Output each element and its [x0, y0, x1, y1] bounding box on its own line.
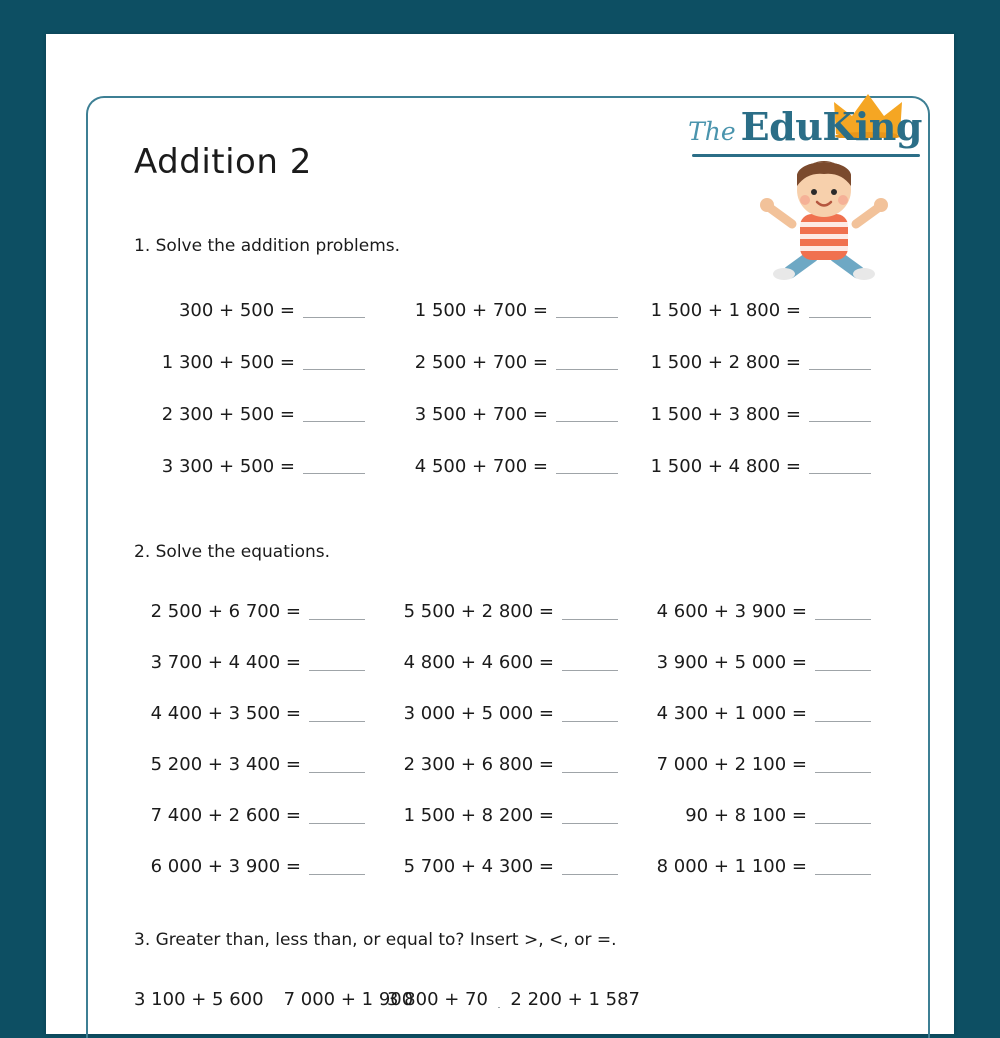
answer-blank[interactable] — [309, 757, 365, 773]
table-row — [134, 388, 894, 440]
problem-cell: 90 + 8 100 = — [640, 790, 893, 841]
answer-blank[interactable] — [303, 406, 365, 422]
answer-blank[interactable] — [562, 859, 618, 875]
answer-blank[interactable] — [815, 859, 871, 875]
problem-cell: 6 000 + 3 900 = — [134, 841, 387, 892]
answer-blank[interactable] — [809, 354, 871, 370]
section-2-instruction: 2. Solve the equations. — [134, 542, 331, 562]
problem-cell: 3 700 + 4 400 = — [134, 637, 387, 688]
answer-blank[interactable] — [809, 458, 871, 474]
problem-cell: 5 700 + 4 300 = — [387, 841, 640, 892]
table-row — [134, 739, 894, 790]
problem-cell: 5 500 + 2 800 = — [387, 586, 640, 637]
answer-blank[interactable] — [562, 604, 618, 620]
problem-cell: 2 500 + 6 700 = — [134, 586, 387, 637]
answer-blank[interactable] — [809, 406, 871, 422]
table-row — [134, 841, 894, 892]
brand-the: The — [688, 117, 736, 146]
boy-mascot-icon — [754, 160, 894, 284]
problem-cell: 1 500 + 8 200 = — [387, 790, 640, 841]
brand-wordmark — [688, 104, 922, 149]
problem-cell: 7 400 + 2 600 = — [134, 790, 387, 841]
brand-underline — [692, 154, 920, 157]
problem-cell: 4 300 + 1 000 = — [640, 688, 893, 739]
problem-cell: 3 300 + 500 = — [134, 440, 387, 492]
problem-cell: 2 500 + 700 = — [387, 336, 640, 388]
problem-cell: 2 300 + 500 = — [134, 388, 387, 440]
section-1-instruction: 1. Solve the addition problems. — [134, 236, 401, 256]
problem-cell: 4 800 + 4 600 = — [387, 637, 640, 688]
answer-blank[interactable] — [303, 458, 365, 474]
table-row — [134, 284, 894, 336]
answer-blank[interactable] — [556, 458, 618, 474]
answer-blank[interactable] — [815, 757, 871, 773]
brand-logo — [662, 82, 922, 292]
table-row — [134, 688, 894, 739]
answer-blank[interactable] — [562, 706, 618, 722]
problem-cell: 1 500 + 3 800 = — [640, 388, 893, 440]
problem-cell: 2 300 + 6 800 = — [387, 739, 640, 790]
answer-blank[interactable] — [815, 655, 871, 671]
answer-blank[interactable] — [309, 859, 365, 875]
comparison-cell: 3 800 + 70 2 200 + 1 587 — [387, 989, 640, 1010]
answer-blank[interactable] — [556, 406, 618, 422]
table-row — [134, 440, 894, 492]
problem-cell: 1 500 + 2 800 = — [640, 336, 893, 388]
answer-blank[interactable] — [309, 808, 365, 824]
answer-blank[interactable] — [815, 808, 871, 824]
answer-blank[interactable] — [562, 757, 618, 773]
table-row — [134, 586, 894, 637]
problem-cell: 3 500 + 700 = — [387, 388, 640, 440]
section-1-problems — [134, 284, 894, 492]
problem-cell: 4 600 + 3 900 = — [640, 586, 893, 637]
worksheet-page — [46, 34, 954, 1034]
section-2-problems — [134, 586, 894, 892]
answer-blank[interactable] — [809, 302, 871, 318]
answer-blank[interactable] — [303, 302, 365, 318]
answer-blank[interactable] — [309, 655, 365, 671]
answer-blank[interactable] — [309, 604, 365, 620]
problem-cell: 8 000 + 1 100 = — [640, 841, 893, 892]
problem-cell: 4 500 + 700 = — [387, 440, 640, 492]
problem-cell: 1 500 + 700 = — [387, 284, 640, 336]
answer-blank[interactable] — [309, 706, 365, 722]
answer-blank[interactable] — [562, 808, 618, 824]
page-title: Addition 2 — [134, 142, 312, 182]
problem-cell: 3 000 + 5 000 = — [387, 688, 640, 739]
problem-cell: 5 200 + 3 400 = — [134, 739, 387, 790]
table-row — [134, 790, 894, 841]
table-row — [134, 637, 894, 688]
section-3-instruction: 3. Greater than, less than, or equal to? Insert >, <, or =. — [134, 930, 617, 950]
problem-cell: 4 400 + 3 500 = — [134, 688, 387, 739]
answer-blank[interactable] — [556, 354, 618, 370]
answer-blank[interactable] — [556, 302, 618, 318]
problem-cell: 3 900 + 5 000 = — [640, 637, 893, 688]
table-row — [134, 336, 894, 388]
problem-cell: 1 500 + 4 800 = — [640, 440, 893, 492]
problem-cell: 1 300 + 500 = — [134, 336, 387, 388]
brand-name: EduKing — [740, 104, 922, 149]
comparison-cell: 3 100 + 5 600 7 000 + 1 900 — [134, 989, 414, 1010]
answer-blank[interactable] — [562, 655, 618, 671]
answer-blank[interactable] — [303, 354, 365, 370]
problem-cell: 1 500 + 1 800 = — [640, 284, 893, 336]
problem-cell: 7 000 + 2 100 = — [640, 739, 893, 790]
problem-cell: 300 + 500 = — [134, 284, 387, 336]
answer-blank[interactable] — [815, 706, 871, 722]
answer-blank[interactable] — [815, 604, 871, 620]
